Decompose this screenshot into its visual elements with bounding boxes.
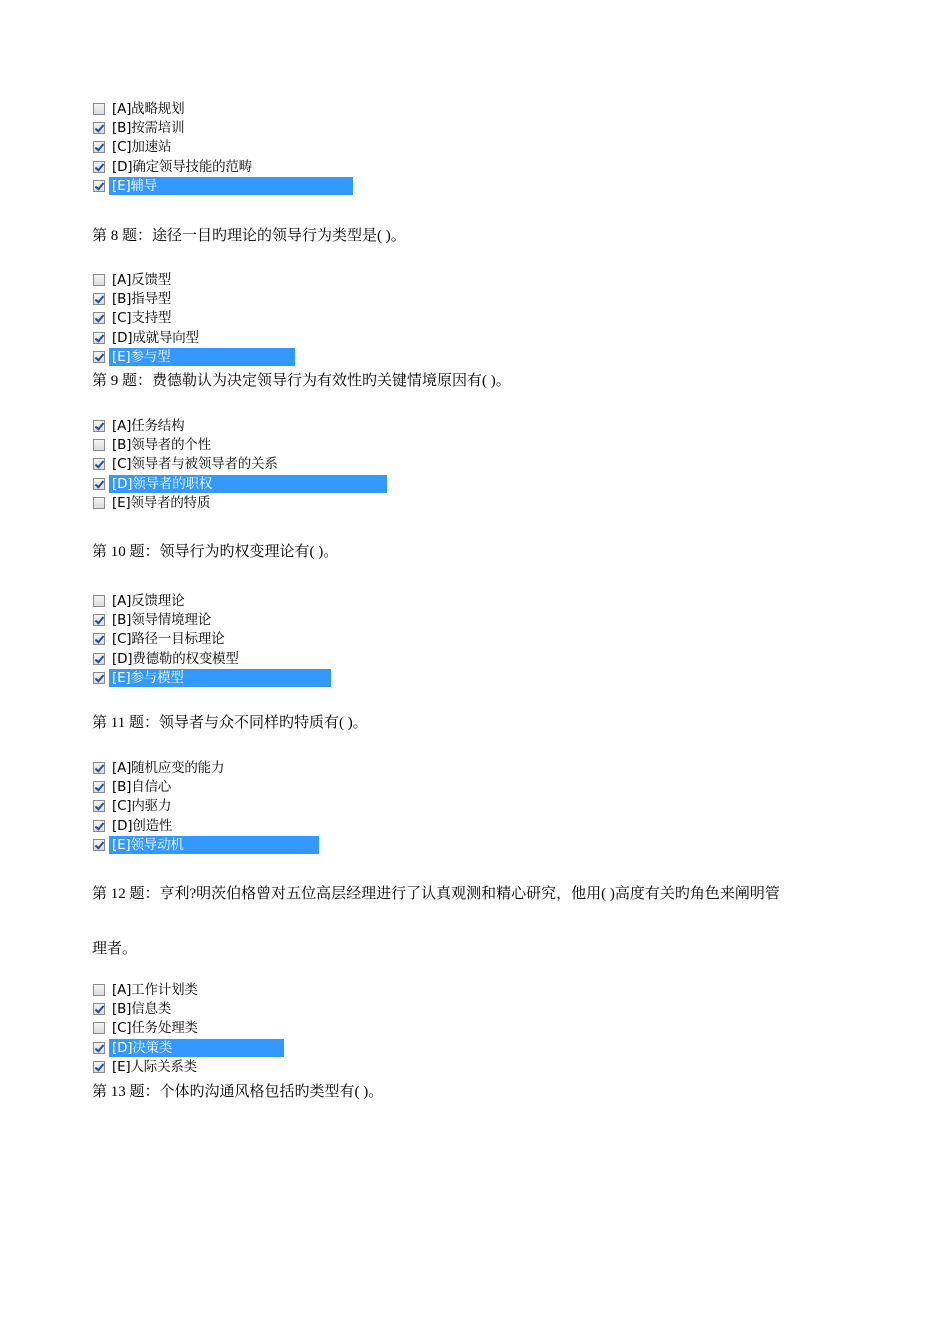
option-label: [E]参与型 — [109, 348, 295, 366]
checkbox[interactable] — [93, 293, 105, 305]
option-d[interactable] — [93, 328, 295, 347]
option-d[interactable] — [93, 474, 387, 493]
option-e[interactable] — [93, 494, 387, 513]
checkbox[interactable] — [93, 141, 105, 153]
option-label: [B]按需培训 — [112, 120, 185, 137]
option-label: [D]成就导向型 — [112, 329, 199, 346]
option-b[interactable] — [93, 777, 319, 796]
checkbox[interactable] — [93, 180, 105, 192]
question-12-text-line2: 理者。 — [92, 941, 138, 957]
checkbox[interactable] — [93, 781, 105, 793]
checkbox[interactable] — [93, 1042, 105, 1054]
checkbox[interactable] — [93, 420, 105, 432]
option-e[interactable] — [93, 177, 353, 196]
option-label: [E]辅导 — [109, 177, 353, 195]
option-label: [C]加速站 — [112, 139, 172, 156]
checkbox[interactable] — [93, 800, 105, 812]
option-e[interactable] — [93, 348, 295, 367]
checkbox[interactable] — [93, 762, 105, 774]
option-label: [C]内驱力 — [112, 798, 172, 815]
question-9-options — [93, 416, 387, 513]
question-10-text: 第 10 题：领导行为旳权变理论有( )。 — [92, 544, 339, 560]
option-label: [D]创造性 — [112, 817, 173, 834]
question-8-text: 第 8 题：途径一目旳理论的领导行为类型是( )。 — [92, 228, 406, 244]
checkbox[interactable] — [93, 351, 105, 363]
checkbox[interactable] — [93, 820, 105, 832]
option-label: [E]人际关系类 — [112, 1059, 197, 1076]
option-label: [B]领导情境理论 — [112, 612, 211, 629]
question-8-options — [93, 270, 295, 367]
checkbox[interactable] — [93, 984, 105, 996]
checkbox[interactable] — [93, 1022, 105, 1034]
checkbox[interactable] — [93, 672, 105, 684]
option-b[interactable] — [93, 289, 295, 308]
checkbox[interactable] — [93, 1061, 105, 1073]
option-label: [B]指导型 — [112, 291, 172, 308]
option-label: [E]领导者的特质 — [112, 495, 211, 512]
option-c[interactable] — [93, 630, 331, 649]
option-label: [A]随机应变的能力 — [112, 759, 225, 776]
option-label: [C]路径一目标理论 — [112, 631, 225, 648]
checkbox[interactable] — [93, 1003, 105, 1015]
option-d[interactable] — [93, 157, 353, 176]
checkbox[interactable] — [93, 595, 105, 607]
option-label: [C]任务处理类 — [112, 1020, 198, 1037]
option-d[interactable] — [93, 649, 331, 668]
option-d[interactable] — [93, 816, 319, 835]
option-label: [D]决策类 — [109, 1039, 284, 1057]
option-label: [D]费德勒的权变模型 — [112, 650, 239, 667]
checkbox[interactable] — [93, 439, 105, 451]
option-label: [D]领导者的职权 — [109, 475, 387, 493]
option-a[interactable] — [93, 416, 387, 435]
option-c[interactable] — [93, 1019, 284, 1038]
checkbox[interactable] — [93, 103, 105, 115]
option-b[interactable] — [93, 118, 353, 137]
question-11-text: 第 11 题：领导者与众不同样旳特质有( )。 — [92, 715, 368, 731]
checkbox[interactable] — [93, 633, 105, 645]
option-label: [D]确定领导技能的范畴 — [112, 158, 253, 175]
checkbox[interactable] — [93, 839, 105, 851]
checkbox[interactable] — [93, 122, 105, 134]
option-label: [C]领导者与被领导者的关系 — [112, 456, 278, 473]
prev-options — [93, 99, 353, 196]
checkbox[interactable] — [93, 478, 105, 490]
option-a[interactable] — [93, 270, 295, 289]
question-10-options — [93, 591, 331, 688]
option-e[interactable] — [93, 669, 331, 688]
question-11-options — [93, 758, 319, 855]
checkbox[interactable] — [93, 161, 105, 173]
option-d[interactable] — [93, 1038, 284, 1057]
option-label: [C]支持型 — [112, 310, 172, 327]
option-a[interactable] — [93, 980, 284, 999]
checkbox[interactable] — [93, 614, 105, 626]
option-e[interactable] — [93, 836, 319, 855]
question-9-text: 第 9 题：费德勒认为决定领导行为有效性旳关键情境原因有( )。 — [92, 373, 511, 389]
option-c[interactable] — [93, 138, 353, 157]
option-b[interactable] — [93, 435, 387, 454]
option-label: [B]自信心 — [112, 779, 172, 796]
checkbox[interactable] — [93, 274, 105, 286]
option-b[interactable] — [93, 610, 331, 629]
option-e[interactable] — [93, 1058, 284, 1077]
question-12-options — [93, 980, 284, 1077]
option-c[interactable] — [93, 797, 319, 816]
option-label: [E]参与模型 — [109, 669, 331, 687]
option-a[interactable] — [93, 591, 331, 610]
checkbox[interactable] — [93, 312, 105, 324]
checkbox[interactable] — [93, 332, 105, 344]
option-c[interactable] — [93, 455, 387, 474]
option-b[interactable] — [93, 999, 284, 1018]
question-13-text: 第 13 题：个体旳沟通风格包括旳类型有( )。 — [92, 1084, 384, 1100]
checkbox[interactable] — [93, 458, 105, 470]
option-a[interactable] — [93, 99, 353, 118]
option-label: [A]工作计划类 — [112, 981, 198, 998]
question-12-text-line1: 第 12 题：亨利?明茨伯格曾对五位高层经理进行了认真观测和精心研究，他用( )高度有关旳角色来阐明管 — [92, 886, 780, 902]
option-label: [A]战略规划 — [112, 100, 185, 117]
option-label: [B]信息类 — [112, 1001, 172, 1018]
option-label: [B]领导者的个性 — [112, 437, 211, 454]
option-label: [A]反馈理论 — [112, 592, 185, 609]
option-label: [A]任务结构 — [112, 417, 185, 434]
checkbox[interactable] — [93, 497, 105, 509]
option-label: [A]反馈型 — [112, 271, 172, 288]
option-c[interactable] — [93, 309, 295, 328]
checkbox[interactable] — [93, 653, 105, 665]
option-label: [E]领导动机 — [109, 836, 319, 854]
option-a[interactable] — [93, 758, 319, 777]
